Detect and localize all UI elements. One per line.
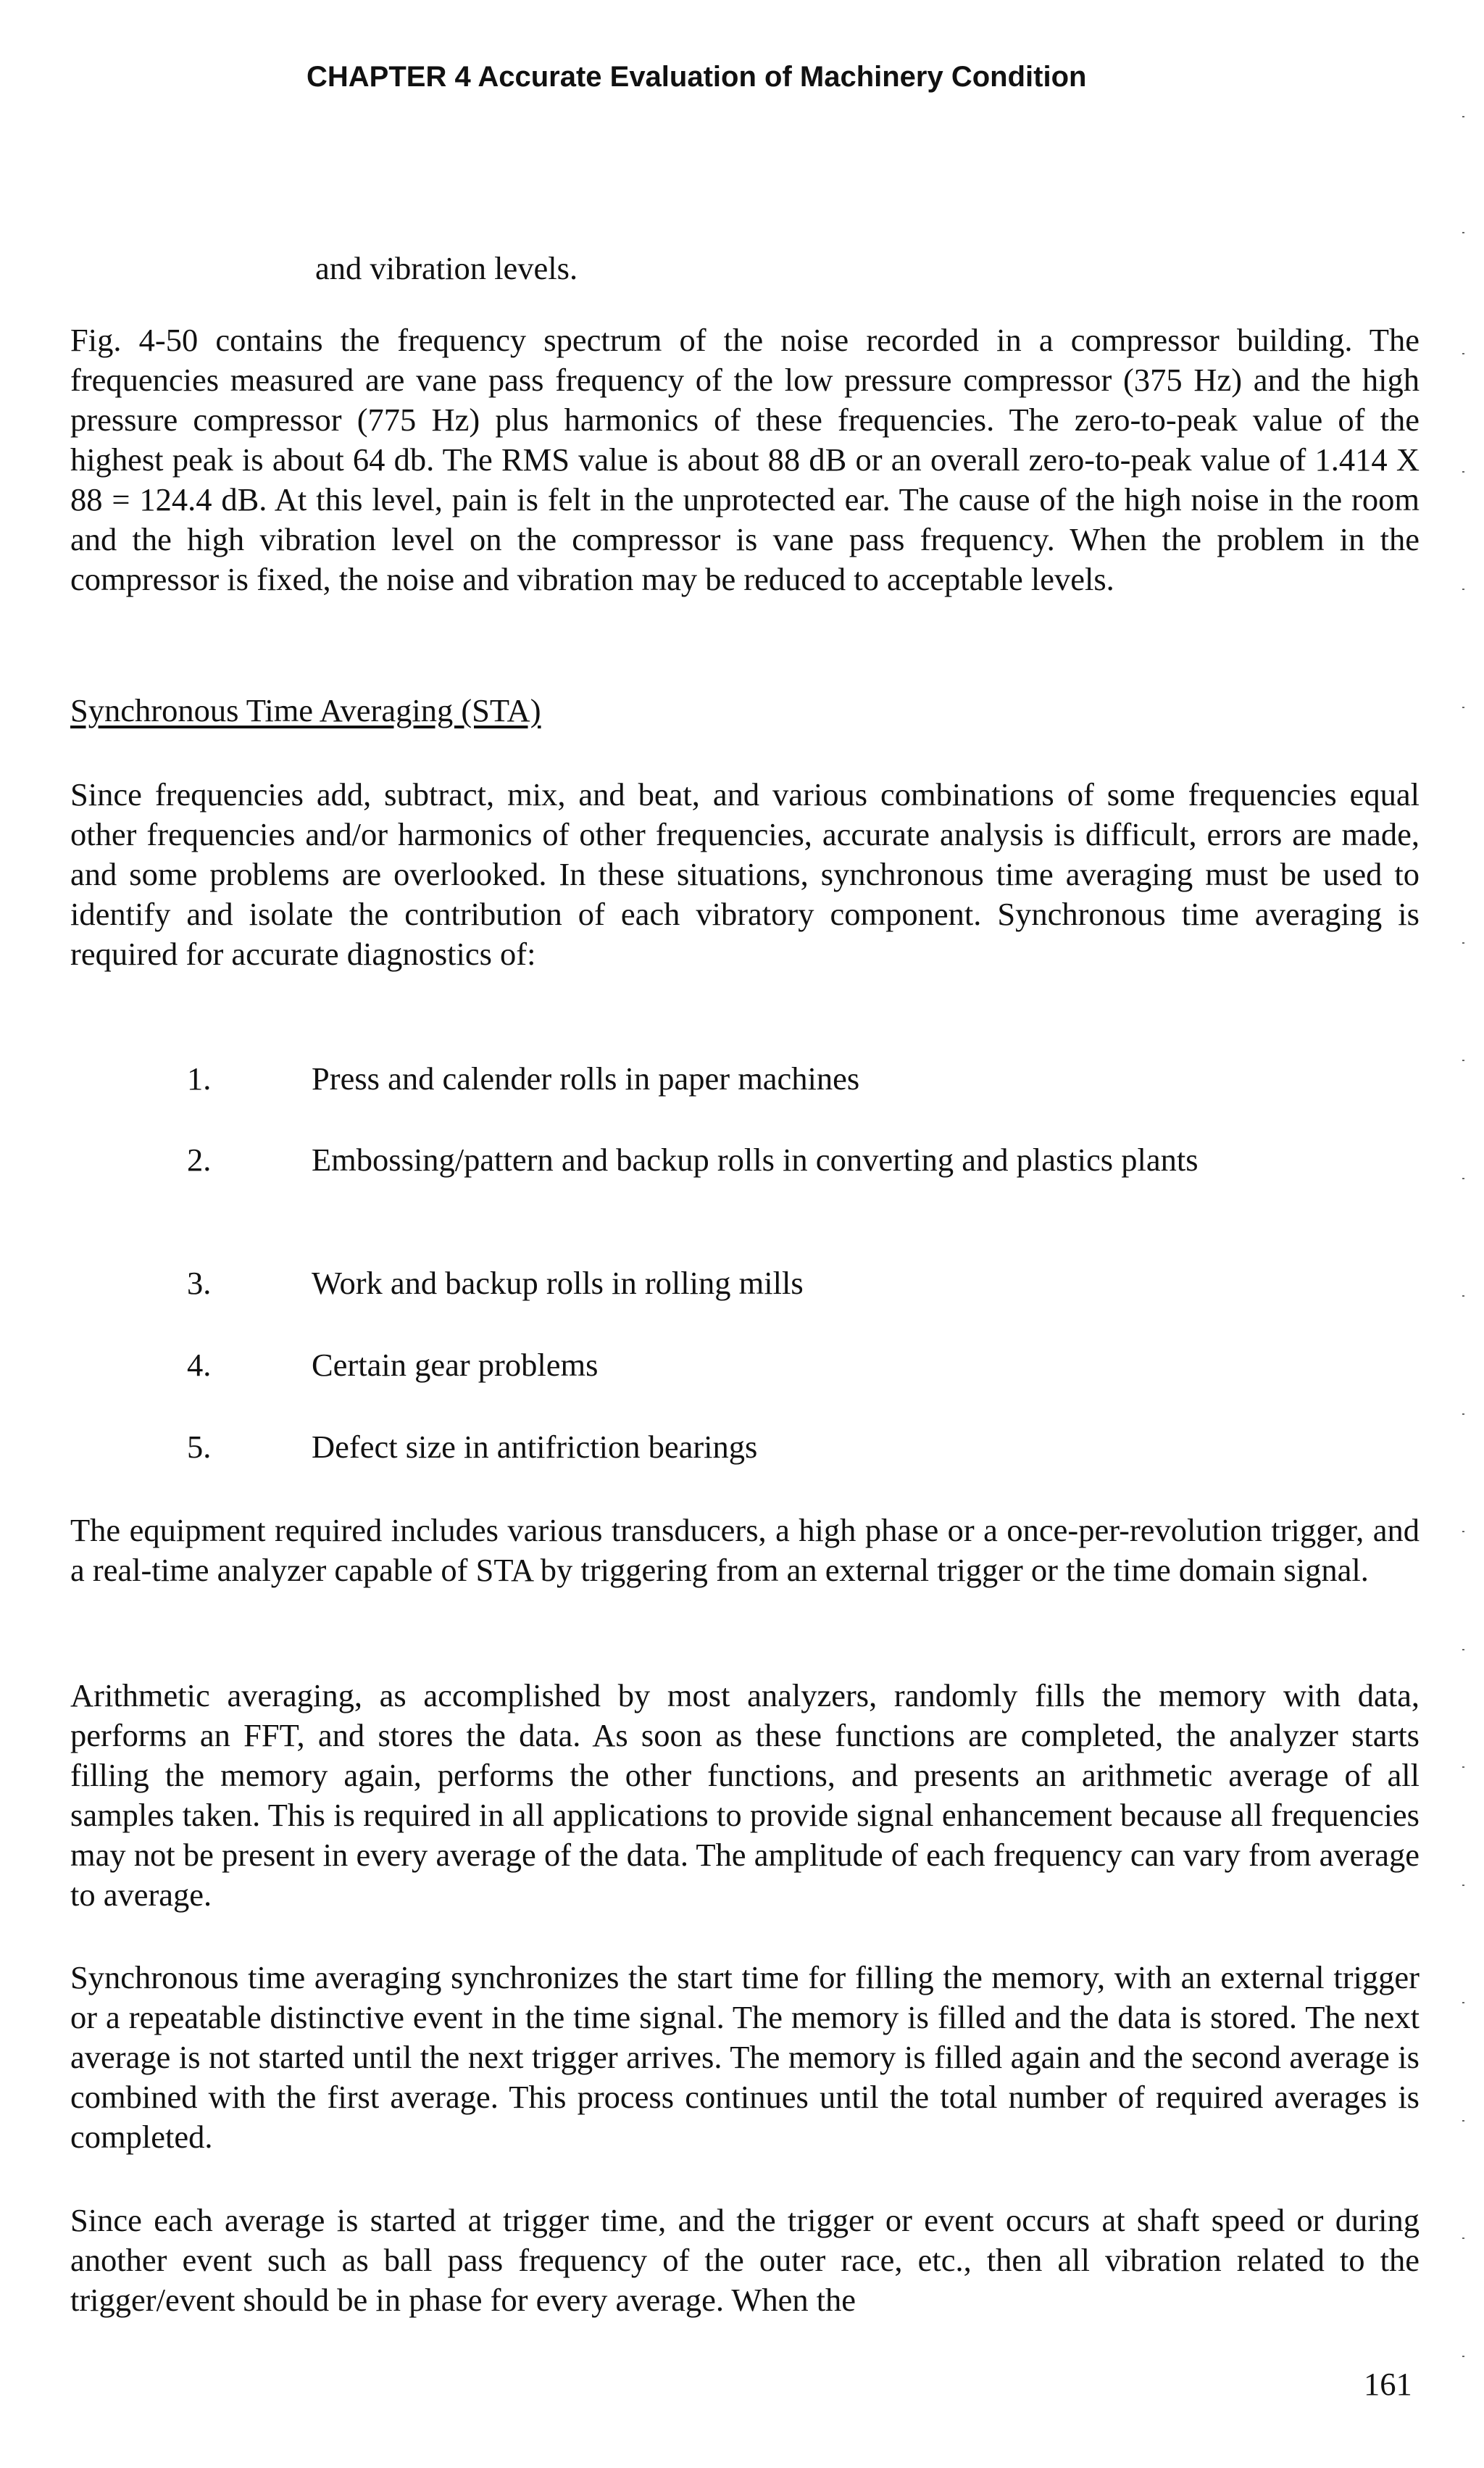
scan-edge-mark: [1462, 232, 1464, 233]
list-item-text: Certain gear problems: [312, 1347, 599, 1383]
scan-edge-mark: [1462, 589, 1464, 590]
scan-edge-mark: [1462, 942, 1464, 944]
continuation-line: and vibration levels.: [315, 250, 578, 286]
list-item-number: 5.: [187, 1429, 212, 1465]
list-item-number: 3.: [187, 1265, 212, 1301]
scan-edge-mark: [1462, 353, 1464, 354]
page-number: 161: [1364, 2366, 1412, 2402]
list-item-number: 1.: [187, 1060, 212, 1097]
scan-edge-mark: [1462, 2356, 1464, 2357]
list-item-text: Press and calender rolls in paper machines: [312, 1060, 860, 1097]
scan-edge-mark: [1462, 471, 1464, 473]
list-item-text: Embossing/pattern and backup rolls in converting and plastics plants: [312, 1142, 1199, 1178]
scan-edge-mark: [1462, 1178, 1464, 1179]
scan-edge-mark: [1462, 1413, 1464, 1415]
paragraph-fig-4-50: Fig. 4-50 contains the frequency spectrum of the noise recorded in a compressor building. The frequencies measured are vane pass frequency of the low pressure compressor (375 Hz) and the high pressure compressor (775 Hz) plus harmonics of these frequencies. The zero-to-peak value of the highest peak is about 64 db. The RMS value is about 88 dB or an overall zero-to-peak value of 1.414 X 88 = 124.4 dB. At this level, pain is felt in the unprotected ear. The cause of the high noise in the room and the high vibration level on the compressor is vane pass frequency. When the problem in the compressor is fixed, the noise and vibration may be reduced to acceptable levels.: [70, 322, 1420, 597]
scan-edge-mark: [1462, 2120, 1464, 2122]
scan-edge-mark: [1462, 2238, 1464, 2239]
scan-edge-mark: [1462, 1649, 1464, 1650]
list-item-text: Defect size in antifriction bearings: [312, 1429, 758, 1465]
scan-edge-mark: [1462, 707, 1464, 708]
running-head: CHAPTER 4 Accurate Evaluation of Machinery Condition: [307, 61, 1087, 93]
section-heading: Synchronous Time Averaging (STA): [70, 692, 541, 728]
paragraph-since-each: Since each average is started at trigger time, and the trigger or event occurs at shaft speed or during another event such as ball pass frequency of the outer race, etc., then all vibration related to the trigger/event should be in phase for every average. When the: [70, 2202, 1420, 2318]
scan-edge-mark: [1462, 2002, 1464, 2003]
paragraph-equipment: The equipment required includes various transducers, a high phase or a once-per-revolution trigger, and a real-time analyzer capable of STA by triggering from an external trigger or the time domain signal.: [70, 1512, 1420, 1588]
scan-edge-mark: [1462, 1885, 1464, 1886]
list-item-text: Work and backup rolls in rolling mills: [312, 1265, 804, 1301]
scan-edge-mark: [1462, 1766, 1464, 1768]
scan-edge-mark: [1462, 1531, 1464, 1532]
scan-edge-mark: [1462, 1060, 1464, 1061]
paragraph-intro: Since frequencies add, subtract, mix, and beat, and various combinations of some frequencies equal other frequencies and/or harmonics of other frequencies, accurate analysis is difficult, errors are made, and some problems are overlooked. In these situations, synchronous time averaging must be used to identify and isolate the contribution of each vibratory component. Synchronous time averaging is required for accurate diagnostics of:: [70, 776, 1420, 972]
paragraph-synchronous: Synchronous time averaging synchronizes the start time for filling the memory, with an external trigger or a repeatable distinctive event in the time signal. The memory is filled and the data is stored. The next average is not started until the next trigger arrives. The memory is filled again and the second average is combined with the first average. This process continues until the total number of required averages is completed.: [70, 1959, 1420, 2155]
paragraph-arithmetic: Arithmetic averaging, as accomplished by most analyzers, randomly fills the memory with data, performs an FFT, and stores the data. As soon as these functions are completed, the analyzer starts filling the memory again, performs the other functions, and presents an arithmetic average of all samples taken. This is required in all applications to provide signal enhancement because all frequencies may not be present in every average of the data. The amplitude of each frequency can vary from average to average.: [70, 1677, 1420, 1913]
scan-edge-mark: [1462, 116, 1464, 117]
list-item-number: 2.: [187, 1142, 212, 1178]
scan-edge-mark: [1462, 1295, 1464, 1297]
list-item-number: 4.: [187, 1347, 212, 1383]
